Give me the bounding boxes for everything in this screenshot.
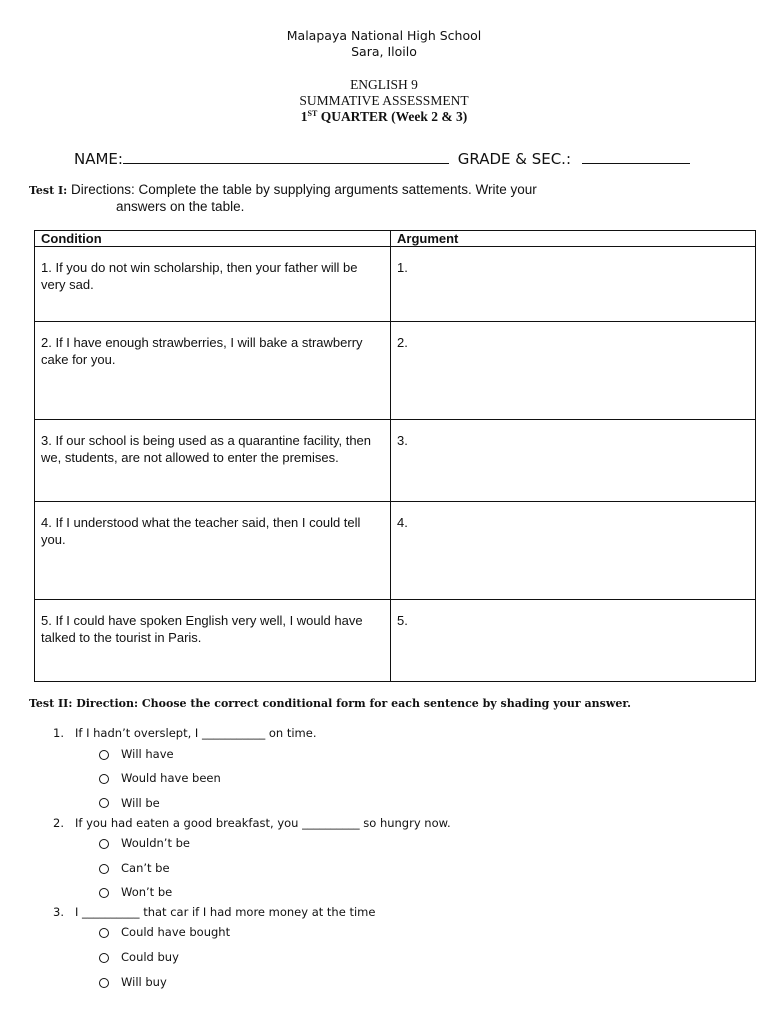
radio-option[interactable] [99,928,109,938]
quarter-suffix: ST [307,109,318,118]
radio-option[interactable] [99,798,109,808]
table-row [35,247,756,322]
school-location: Sara, Iloilo [351,44,417,59]
argument-cell[interactable]: 3. [391,420,756,502]
condition-cell: 2. If I have enough strawberries, I will bake a strawberry cake for you. [35,322,391,420]
quarter-title [0,109,768,125]
option-label: Can’t be [121,861,170,875]
radio-option[interactable] [99,750,109,760]
table-row [35,600,756,682]
school-name: Malapaya National High School [286,28,482,43]
question-text: If you had eaten a good breakfast, you __________ so hungry now. [75,816,451,830]
option-label: Won’t be [121,885,173,899]
option-label: Would have been [121,771,221,785]
test1-directions-line1: Directions: Complete the table by supplying arguments sattements. Write your [71,182,537,197]
table-row [35,502,756,600]
grade-field[interactable] [582,150,690,164]
option-label: Will buy [121,975,167,989]
quarter-text: QUARTER (Week 2 & 3) [317,109,468,124]
condition-cell: 4. If I understood what the teacher said, then I could tell you. [35,502,391,600]
table-row [35,322,756,420]
condition-header: Condition [35,231,391,247]
grade-label: GRADE & SEC.: [457,150,572,168]
test1-label: Test I: [29,184,68,197]
option-label: Could buy [121,950,179,964]
radio-option[interactable] [99,953,109,963]
test1-directions [29,181,537,199]
option-label: Will be [121,796,160,810]
radio-option[interactable] [99,774,109,784]
question-number: 3. [53,905,64,919]
condition-cell: 3. If our school is being used as a quarantine facility, then we, students, are not allowed to enter the premises. [35,420,391,502]
radio-option[interactable] [99,978,109,988]
option-label: Will have [121,747,174,761]
radio-option[interactable] [99,864,109,874]
question-number: 2. [53,816,64,830]
assessment-title: SUMMATIVE ASSESSMENT [299,93,469,108]
name-field[interactable] [123,150,449,164]
quarter-number: 1 [300,109,308,124]
argument-cell[interactable]: 1. [391,247,756,322]
name-row [74,150,690,168]
question-number: 1. [53,726,64,740]
argument-cell[interactable]: 2. [391,322,756,420]
argument-header: Argument [391,231,756,247]
condition-cell: 1. If you do not win scholarship, then your father will be very sad. [35,247,391,322]
table-header-row [35,231,756,247]
table-row [35,420,756,502]
question-text: I __________ that car if I had more money at the time [75,905,376,919]
radio-option[interactable] [99,888,109,898]
test2-directions: Test II: Direction: Choose the correct conditional form for each sentence by shading your answer. [29,697,631,710]
test1-directions-line2: answers on the table. [116,199,245,214]
question-text: If I hadn’t overslept, I ___________ on time. [75,726,317,740]
subject-title: ENGLISH 9 [350,77,418,92]
argument-table [34,230,756,682]
condition-cell: 5. If I could have spoken English very well, I would have talked to the tourist in Paris. [35,600,391,682]
argument-cell[interactable]: 4. [391,502,756,600]
argument-cell[interactable]: 5. [391,600,756,682]
option-label: Could have bought [121,925,231,939]
option-label: Wouldn’t be [121,836,190,850]
radio-option[interactable] [99,839,109,849]
name-label: NAME: [74,150,123,168]
